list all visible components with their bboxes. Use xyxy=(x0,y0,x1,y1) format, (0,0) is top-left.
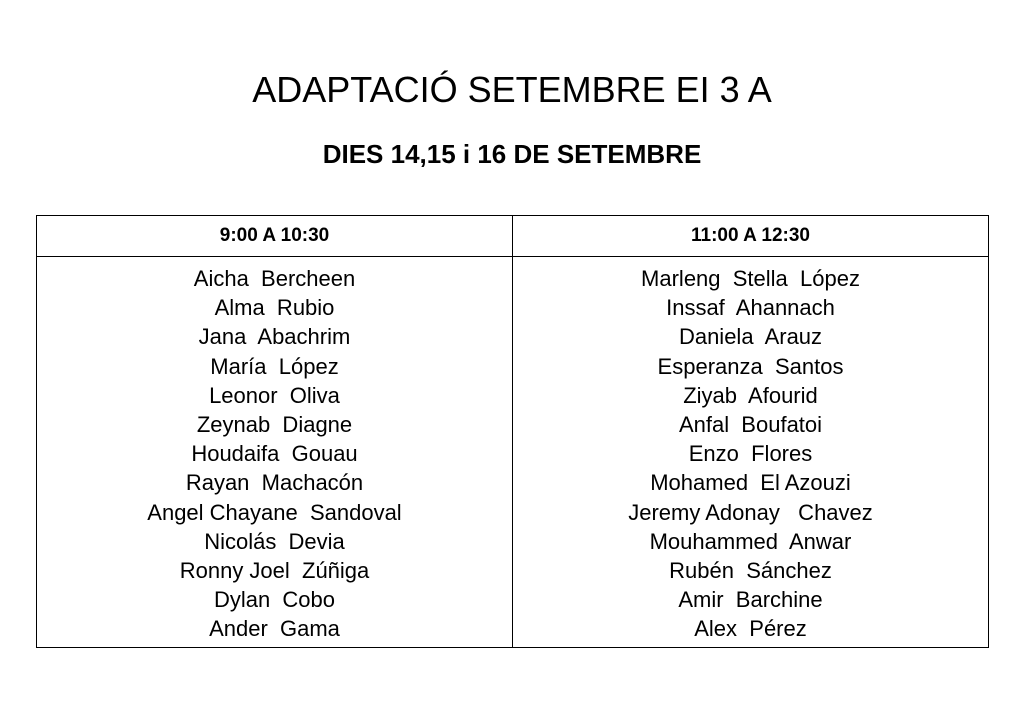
student-name: Anfal Boufatoi xyxy=(678,411,823,437)
name-list xyxy=(37,257,512,643)
student-name: Dylan Cobo xyxy=(213,587,336,613)
column-header: 11:00 A 12:30 xyxy=(513,216,988,257)
student-name: Alma Rubio xyxy=(214,295,335,321)
student-name: Ziyab Afourid xyxy=(683,382,818,408)
schedule-column-late-morning xyxy=(512,216,988,647)
student-name: Leonor Oliva xyxy=(209,382,340,408)
student-name: Rayan Machacón xyxy=(185,470,364,496)
schedule-column-morning xyxy=(37,216,512,647)
student-name: Houdaifa Gouau xyxy=(191,441,358,467)
student-name: Daniela Arauz xyxy=(678,324,823,350)
student-name: Mouhammed Anwar xyxy=(649,528,852,554)
student-name: Esperanza Santos xyxy=(657,353,844,379)
student-name: Marleng Stella López xyxy=(641,266,860,291)
student-name: Alex Pérez xyxy=(694,616,807,642)
student-name: Jana Abachrim xyxy=(198,324,351,350)
student-name: Aicha Bercheen xyxy=(193,266,356,291)
student-name: Zeynab Diagne xyxy=(196,411,353,437)
student-name: Inssaf Ahannach xyxy=(666,295,835,321)
column-header: 9:00 A 10:30 xyxy=(37,216,512,257)
page-title: ADAPTACIÓ SETEMBRE EI 3 A xyxy=(252,69,772,110)
student-name: Jeremy Adonay Chavez xyxy=(628,499,873,525)
student-name: Mohamed El Azouzi xyxy=(650,470,851,496)
student-name: Angel Chayane Sandoval xyxy=(147,499,402,525)
student-name: Ronny Joel Zúñiga xyxy=(179,557,370,583)
name-list xyxy=(513,257,988,643)
student-name: María López xyxy=(210,353,339,379)
student-name: Rubén Sánchez xyxy=(669,557,832,583)
student-name: Nicolás Devia xyxy=(204,528,345,554)
schedule-table xyxy=(36,215,989,648)
student-name: Enzo Flores xyxy=(688,441,813,467)
student-name: Ander Gama xyxy=(209,616,340,642)
page-subtitle: DIES 14,15 i 16 DE SETEMBRE xyxy=(322,139,702,169)
student-name: Amir Barchine xyxy=(678,587,823,613)
